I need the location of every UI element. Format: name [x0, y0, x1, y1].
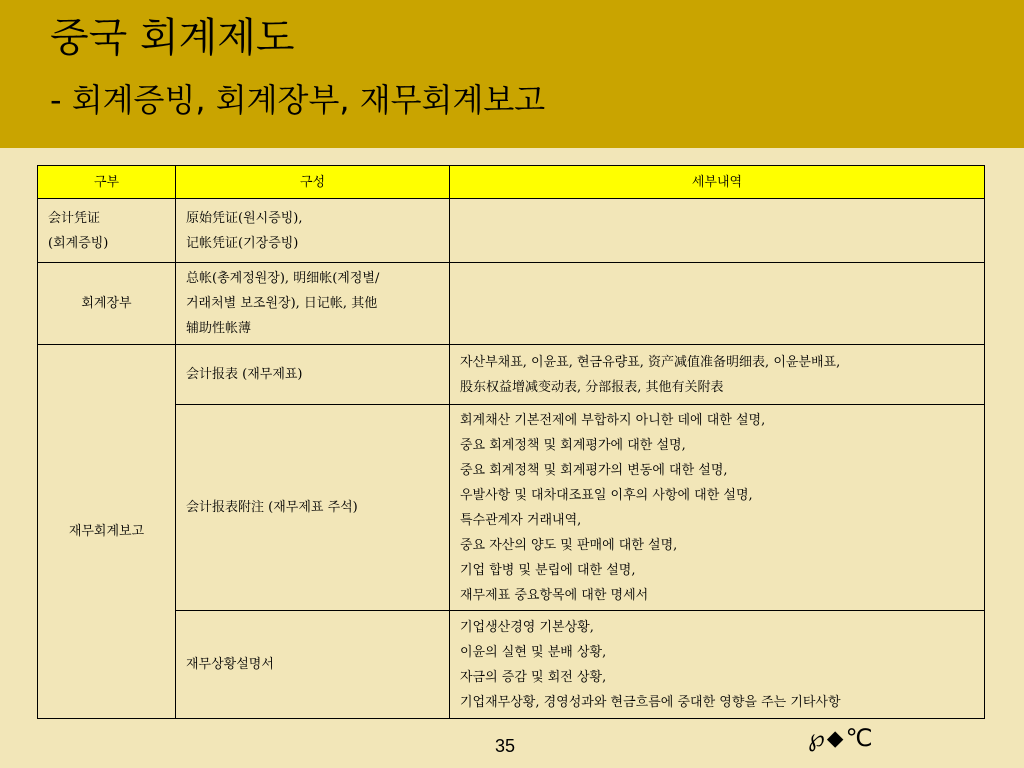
- cell-line: 재무상황설명서: [186, 657, 274, 672]
- table-header-row: [38, 166, 985, 199]
- cell-line: 기업 합병 및 분립에 대한 설명,: [460, 562, 636, 578]
- cell-line: 우발사항 및 대차대조표일 이후의 사항에 대한 설명,: [460, 487, 753, 503]
- cell-line: 자금의 증감 및 회전 상황,: [460, 669, 607, 685]
- cell-line: 会计报表附注 (재무제표 주석): [186, 500, 358, 515]
- cell-line: 会计凭证: [48, 210, 101, 226]
- row-detail: [450, 611, 985, 719]
- slide-title: 중국 회계제도: [50, 15, 295, 61]
- cell-line: 중요 회계정책 및 회계평가에 대한 설명,: [460, 437, 686, 453]
- cell-line: 재무회계보고: [68, 524, 145, 539]
- row-detail: [450, 199, 985, 263]
- row-detail: [450, 405, 985, 611]
- accounting-table: [37, 165, 985, 719]
- cell-line: 거래처별 보조원장), 日记帐, 其他: [186, 296, 378, 311]
- brand-logo: ℘⬥℃: [808, 724, 875, 752]
- row-component: [176, 263, 450, 345]
- cell-line: 자산부채표, 이윤표, 현금유량표, 资产减值准备明细表, 이윤분배표,: [460, 354, 841, 370]
- row-category: [38, 345, 176, 719]
- table-row: [38, 263, 985, 345]
- cell-line: 중요 회계정책 및 회계평가의 변동에 대한 설명,: [460, 462, 728, 478]
- row-component: [176, 405, 450, 611]
- cell-line: 이윤의 실현 및 분배 상황,: [460, 644, 607, 660]
- table-row: [38, 405, 985, 611]
- row-component: [176, 611, 450, 719]
- cell-line: 회계채산 기본전제에 부합하지 아니한 데에 대한 설명,: [460, 412, 766, 428]
- cell-line: 중요 자산의 양도 및 판매에 대한 설명,: [460, 537, 678, 553]
- cell-line: 재무제표 중요항목에 대한 명세서: [460, 587, 649, 603]
- cell-line: 辅助性帐薄: [186, 321, 252, 336]
- header-detail: 세부내역: [450, 166, 985, 199]
- cell-line: 기업생산경영 기본상황,: [460, 619, 594, 635]
- page-number: 35: [495, 736, 516, 756]
- cell-line: 原始凭证(원시증빙),: [186, 210, 303, 226]
- title-banner: [0, 0, 1024, 148]
- cell-line: 股东权益增减变动表, 分部报表, 其他有关附表: [460, 379, 724, 395]
- header-component: 구성: [176, 166, 450, 199]
- cell-line: 특수관계자 거래내역,: [460, 512, 582, 528]
- header-category: 구부: [38, 166, 176, 199]
- table-row: [38, 199, 985, 263]
- cell-line: 记帐凭证(기장증빙): [186, 235, 299, 251]
- row-detail: [450, 263, 985, 345]
- row-component: [176, 199, 450, 263]
- row-category: [38, 199, 176, 263]
- slide-subtitle: - 회계증빙, 회계장부, 재무회계보고: [50, 81, 546, 119]
- row-component: [176, 345, 450, 405]
- cell-line: (회계증빙): [48, 235, 109, 251]
- table-row: [38, 611, 985, 719]
- cell-line: 总帐(총계정원장), 明细帐(계정별/: [186, 271, 380, 286]
- row-detail: [450, 345, 985, 405]
- table-row: [38, 345, 985, 405]
- cell-line: 기업재무상황, 경영성과와 현금흐름에 중대한 영향을 주는 기타사항: [460, 694, 841, 710]
- row-category: [38, 263, 176, 345]
- cell-line: 会计报表 (재무제표): [186, 367, 303, 382]
- cell-line: 회계장부: [81, 296, 132, 311]
